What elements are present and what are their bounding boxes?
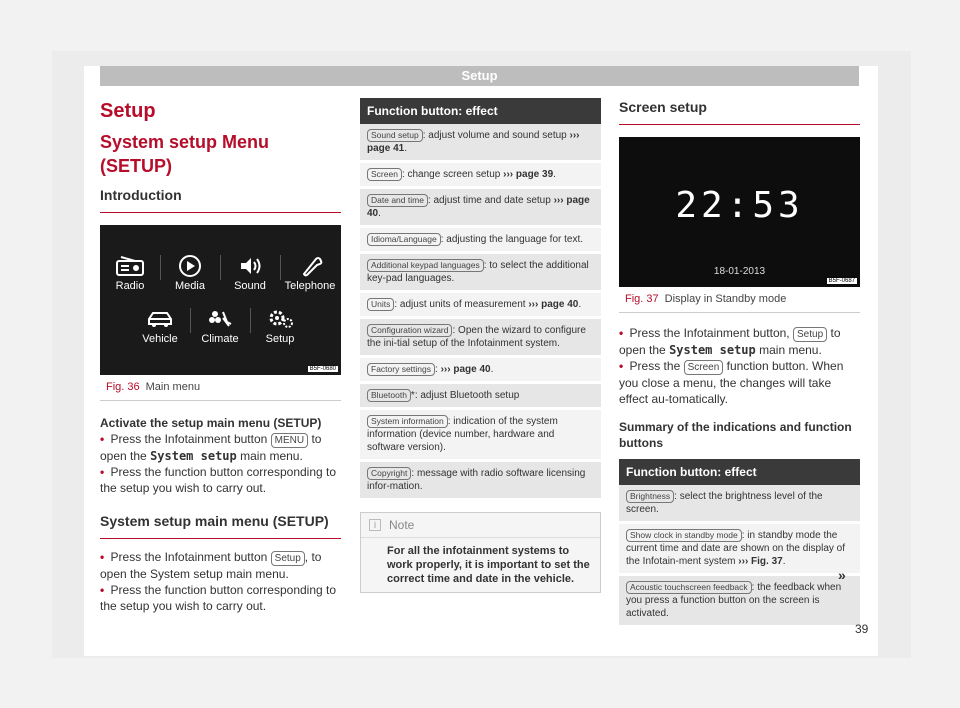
column-middle xyxy=(360,98,601,593)
clock-date: 18-01-2013 xyxy=(713,266,766,277)
bullet-item: • Press the function button corresponding to the setup you wish to carry out. xyxy=(100,465,337,495)
speaker-icon xyxy=(235,255,265,277)
table-row: Units : adjust units of measurement ››› page 40. xyxy=(360,293,601,319)
radio-icon xyxy=(115,255,145,277)
table-row: Factory settings : ››› page 40. xyxy=(360,358,601,384)
page-number: 39 xyxy=(855,622,869,636)
function-key: Factory settings xyxy=(367,363,435,376)
figure-standby xyxy=(619,137,860,287)
climate-icon xyxy=(205,308,235,330)
menu-climate: Climate xyxy=(190,308,250,345)
function-table xyxy=(360,98,601,501)
table-row: Brightness : select the brightness level of the screen. xyxy=(619,485,860,524)
menu-vehicle: Vehicle xyxy=(130,308,190,345)
figure-code: B5F-0687 xyxy=(828,278,855,284)
table-row: Additional keypad languages : to select the additional key-pad languages. xyxy=(360,254,601,293)
table-row: Configuration wizard : Open the wizard to configure the ini-tial setup of the Infotainment system. xyxy=(360,319,601,358)
table-row: System information : indication of the system information (device number, hardware and software version). xyxy=(360,410,601,462)
section-title: System setup Menu (SETUP) xyxy=(100,132,270,176)
column-left xyxy=(100,98,341,614)
activate-heading: Activate the setup main menu (SETUP) xyxy=(100,416,322,430)
function-key: Idioma/Language xyxy=(367,233,441,246)
function-table xyxy=(619,459,860,628)
table-header: Function button: effect xyxy=(360,98,601,124)
table-row: Show clock in standby mode : in standby mode the current time and date are shown on the display of the Infotain-ment system ››› Fig. 37. xyxy=(619,524,860,576)
screen-setup-heading: Screen setup xyxy=(619,98,860,125)
figure-code: B5F-0680 xyxy=(309,366,336,372)
main-menu-heading: System setup main menu (SETUP) xyxy=(100,512,341,539)
table-row: Acoustic touchscreen feedback : the feedback when you press a function button on the screen is activated. xyxy=(619,576,860,628)
bullet-item: • Press the function button corresponding to the setup you wish to carry out. xyxy=(100,583,337,613)
function-key: Acoustic touchscreen feedback xyxy=(626,581,752,594)
gear-icon xyxy=(265,308,295,330)
play-icon xyxy=(175,255,205,277)
function-key: Additional keypad languages xyxy=(367,259,484,272)
bullet-item: • Press the Infotainment button MENU to open the System setup main menu. xyxy=(100,432,322,463)
table-row: Sound setup : adjust volume and sound setup ››› page 41. xyxy=(360,124,601,163)
menu-radio: Radio xyxy=(100,255,160,292)
function-key: System information xyxy=(367,415,448,428)
function-key: Screen xyxy=(367,168,402,181)
bullet-item: • Press the Infotainment button, Setup to open the System setup main menu. xyxy=(619,326,841,357)
bullet-item: • Press the Infotainment button Setup , to open the System setup main menu. xyxy=(100,550,322,581)
function-key: Date and time xyxy=(367,194,428,207)
figure-caption: Fig. 36 Main menu xyxy=(100,375,341,401)
setup-key: Setup xyxy=(271,551,305,566)
figure-main-menu xyxy=(100,225,341,375)
summary-heading: Summary of the indications and function buttons xyxy=(619,420,852,450)
menu-setup: Setup xyxy=(250,308,310,345)
function-key: Show clock in standby mode xyxy=(626,529,742,542)
function-key: Bluetooth xyxy=(367,389,411,402)
table-header: Function button: effect xyxy=(619,459,860,485)
figure-caption: Fig. 37 Display in Standby mode xyxy=(619,287,860,313)
setup-key: Setup xyxy=(793,327,827,342)
phone-icon xyxy=(295,255,325,277)
function-key: Copyright xyxy=(367,467,411,480)
continued-marker: » xyxy=(838,567,846,583)
screen-key: Screen xyxy=(684,360,724,375)
table-row: Screen : change screen setup ››› page 39. xyxy=(360,163,601,189)
page-header: Setup xyxy=(100,66,859,86)
car-icon xyxy=(145,308,175,330)
function-key: Configuration wizard xyxy=(367,324,452,337)
menu-telephone: Telephone xyxy=(280,255,340,292)
function-key: Brightness xyxy=(626,490,674,503)
table-row: Idioma/Language : adjusting the language for text. xyxy=(360,228,601,254)
note-box: i Note For all the infotainment systems to work properly, it is important to set the correct time and date in the vehicle. xyxy=(360,512,601,593)
function-key: Sound setup xyxy=(367,129,423,142)
column-right xyxy=(619,98,860,628)
chapter-title: Setup xyxy=(100,100,156,122)
table-row: Bluetooth *: adjust Bluetooth setup xyxy=(360,384,601,410)
clock-time: 22:53 xyxy=(675,185,804,226)
menu-key: MENU xyxy=(271,433,308,448)
bullet-item: • Press the Screen function button. When you close a menu, the changes will take effect au-tomatically. xyxy=(619,359,844,406)
menu-sound: Sound xyxy=(220,255,280,292)
info-icon: i xyxy=(369,519,381,531)
menu-media: Media xyxy=(160,255,220,292)
function-key: Units xyxy=(367,298,394,311)
intro-heading: Introduction xyxy=(100,186,341,213)
table-row: Date and time : adjust time and date setup ››› page 40. xyxy=(360,189,601,228)
table-row: Copyright : message with radio software licensing infor-mation. xyxy=(360,462,601,501)
